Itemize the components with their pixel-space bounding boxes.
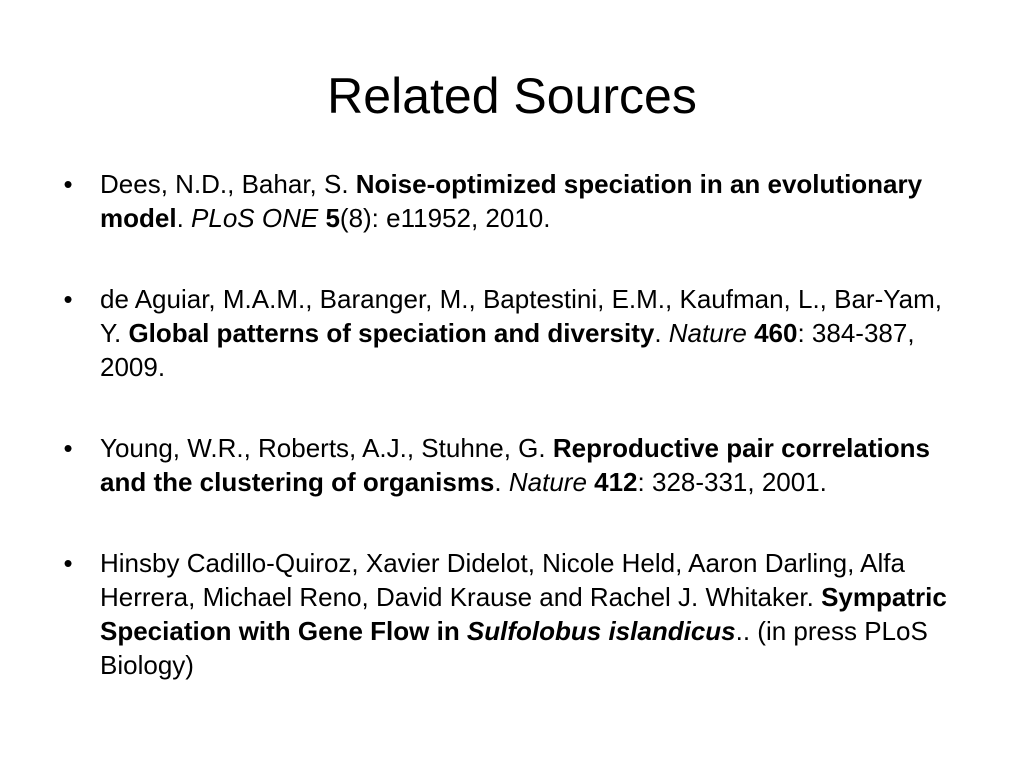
- reference-item-dees: [58, 167, 958, 235]
- reference-article-title: Global patterns of speciation and diversity: [128, 318, 655, 348]
- reference-separator: .: [176, 203, 192, 233]
- reference-pages-year: : 328-331, 2001.: [637, 467, 827, 497]
- reference-journal: Nature: [668, 318, 747, 348]
- reference-species-name: Sulfolobus islandicus: [466, 616, 736, 646]
- bullet-icon: •: [63, 169, 73, 199]
- reference-authors: Hinsby Cadillo-Quiroz, Xavier Didelot, Nicole Held, Aaron Darling, Alfa Herrera, Michael Reno, David Krause and Rachel J. Whitaker.: [100, 548, 905, 612]
- reference-separator: [747, 318, 754, 348]
- reference-authors: Dees, N.D., Bahar, S.: [100, 169, 356, 199]
- reference-authors: Young, W.R., Roberts, A.J., Stuhne, G.: [100, 433, 553, 463]
- reference-status: .. (in press PLoS Biology): [100, 616, 928, 680]
- reference-volume: 5: [325, 203, 340, 233]
- reference-separator: .: [654, 318, 669, 348]
- reference-item-de-aguiar: [58, 282, 958, 384]
- reference-article-title: Sympatric Speciation with Gene Flow in: [100, 582, 947, 646]
- reference-item-young: [58, 431, 958, 499]
- reference-journal: PLoS ONE: [191, 203, 319, 233]
- reference-volume: 460: [754, 318, 798, 348]
- bullet-icon: •: [63, 433, 73, 463]
- reference-volume: 412: [594, 467, 638, 497]
- bullet-icon: •: [63, 284, 73, 314]
- reference-journal: Nature: [508, 467, 587, 497]
- slide-title: Related Sources: [327, 68, 697, 124]
- reference-pages-year: (8): e11952, 2010.: [339, 203, 551, 233]
- reference-item-cadillo-quiroz: [58, 546, 958, 682]
- reference-pages-year: : 384-387, 2009.: [100, 318, 915, 382]
- reference-separator: .: [494, 467, 509, 497]
- reference-list: [58, 167, 958, 682]
- bullet-icon: •: [63, 548, 73, 578]
- reference-article-title: Reproductive pair correlations and the clustering of organisms: [100, 433, 930, 497]
- reference-authors: de Aguiar, M.A.M., Baranger, M., Baptestini, E.M., Kaufman, L., Bar-Yam, Y.: [100, 284, 942, 348]
- reference-article-title: Noise-optimized speciation in an evolutionary model: [100, 169, 923, 233]
